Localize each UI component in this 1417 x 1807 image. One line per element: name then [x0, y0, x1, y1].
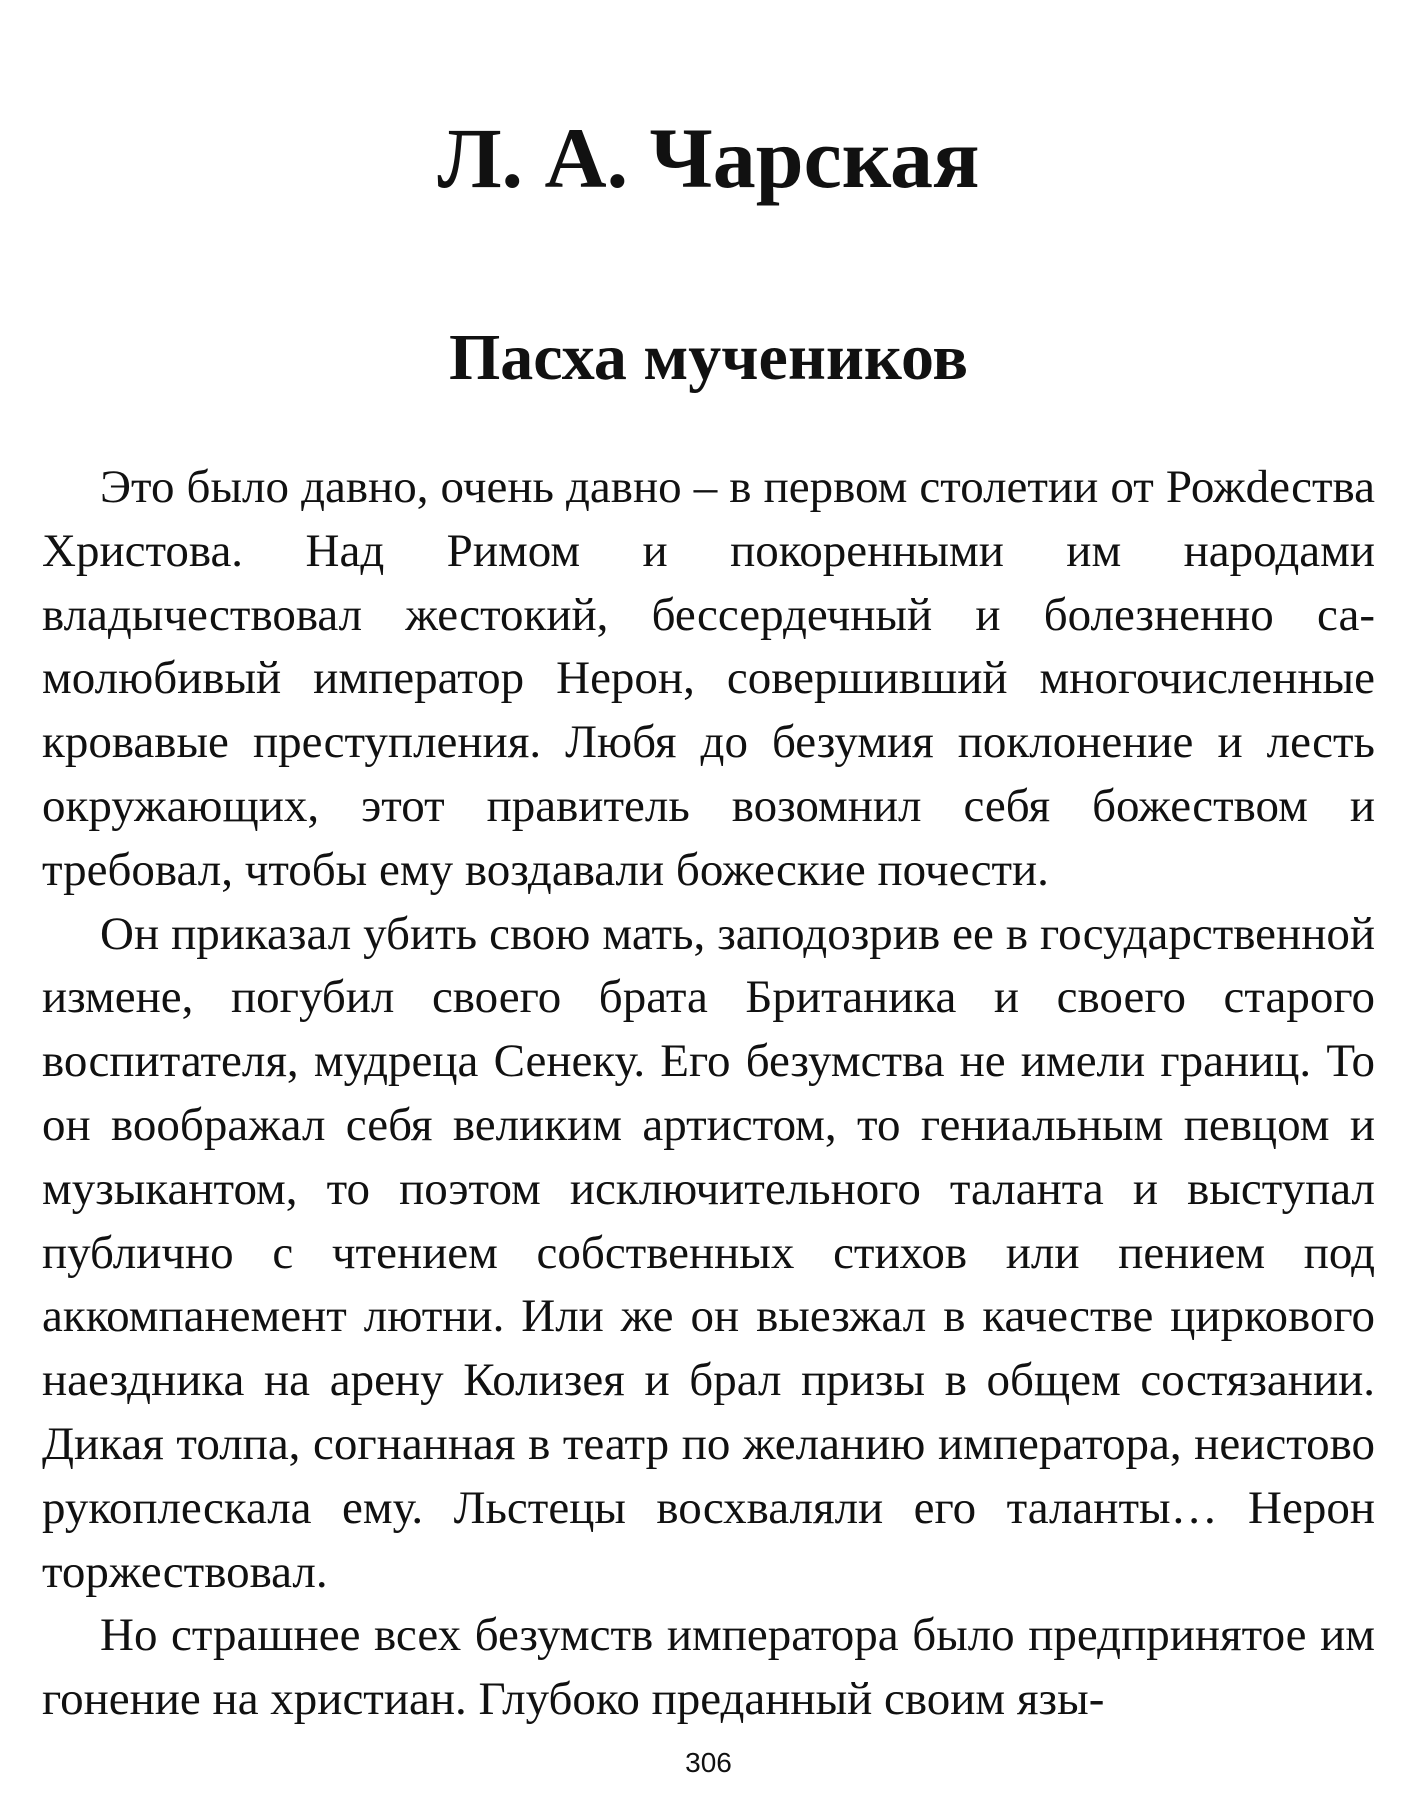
- body-text: [42, 456, 1375, 1732]
- paragraph-3: Но страшнее всех безумств императора было предпринятое им гонение на христиан. Глубоко преданный своим язы-: [42, 1609, 1375, 1726]
- page-number: 306: [685, 1747, 732, 1778]
- story-title: Пасха мучеников: [448, 321, 969, 394]
- paragraph-1: Это было давно, очень давно – в первом столетии от Рожdества Христова. Над Римом и покоренными им народами владычествовал жестокий, бессердечный и болезненно самолюбивый император Нерон, совершивший многочисленные кровавые преступления. Любя до безумия поклонение и лесть окружающих, этот правитель возомнил себя божеством и требовал, чтобы ему воздавали божеские почести.: [42, 461, 1375, 896]
- paragraph-2: Он приказал убить свою мать, заподозрив ее в государственной измене, погубил своего брата Британика и своего старого воспитателя, мудреца Сенеку. Его безумства не имели границ. То он воображал себя великим артистом, то гениальным певцом и музыкантом, то поэтом исключительного таланта и выступал публично с чтением собственных стихов или пением под аккомпанемент лютни. Или же он выезжал в качестве циркового наездника на арену Колизея и брал призы в общем состязании. Дикая толпа, согнанная в театр по желанию императора, неистово рукоплескала ему. Льстецы восхваляли его таланты… Нерон торжествовал.: [42, 907, 1375, 1598]
- author-heading: Л. А. Чарская: [437, 110, 980, 206]
